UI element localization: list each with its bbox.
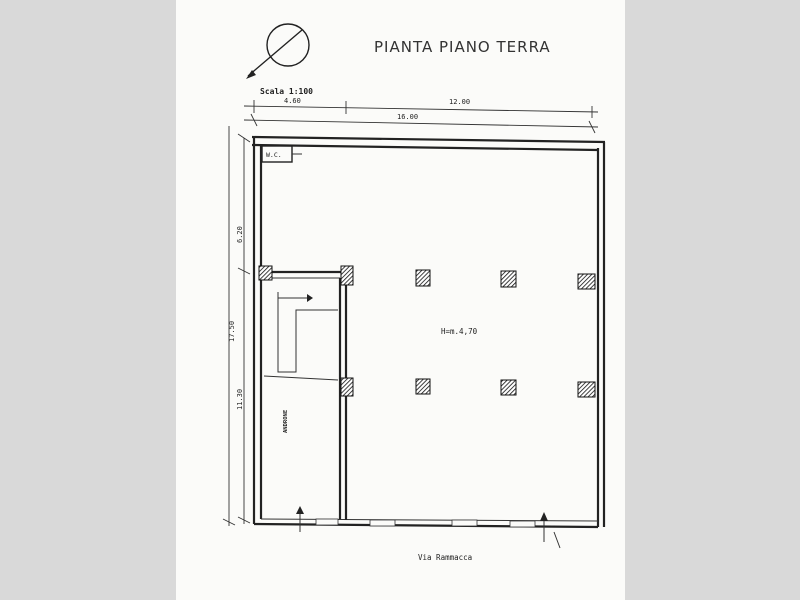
wc-label: W.C. [266, 151, 282, 159]
dim-top-left: 4.60 [284, 97, 301, 105]
pillar [501, 271, 516, 287]
pillar [578, 382, 595, 397]
outer-walls [252, 137, 605, 527]
pillar [501, 380, 516, 395]
pillars [259, 266, 595, 397]
drawing-sheet [176, 0, 625, 600]
pillar [416, 379, 430, 394]
height-label: H=m.4,70 [441, 327, 478, 336]
pillar [578, 274, 595, 289]
street-label: Via Rammacca [418, 553, 473, 562]
stair-label: ANDRONE [283, 409, 289, 433]
pillar [259, 266, 272, 280]
north-arrow-icon [246, 24, 309, 79]
floor-plan [176, 0, 625, 600]
dim-left-total: 17.50 [228, 320, 236, 342]
pillar [341, 378, 353, 396]
scale-label: Scala 1:100 [260, 87, 313, 96]
dim-left-upper: 6.20 [236, 226, 244, 243]
dim-left-lower: 11.30 [236, 388, 244, 410]
dim-top-right: 12.00 [449, 98, 471, 106]
pillar [416, 270, 430, 286]
plan-title: PIANTA PIANO TERRA [374, 38, 551, 56]
internal-partition [262, 272, 346, 520]
dim-top-total: 16.00 [397, 113, 419, 121]
pillar [341, 266, 353, 285]
